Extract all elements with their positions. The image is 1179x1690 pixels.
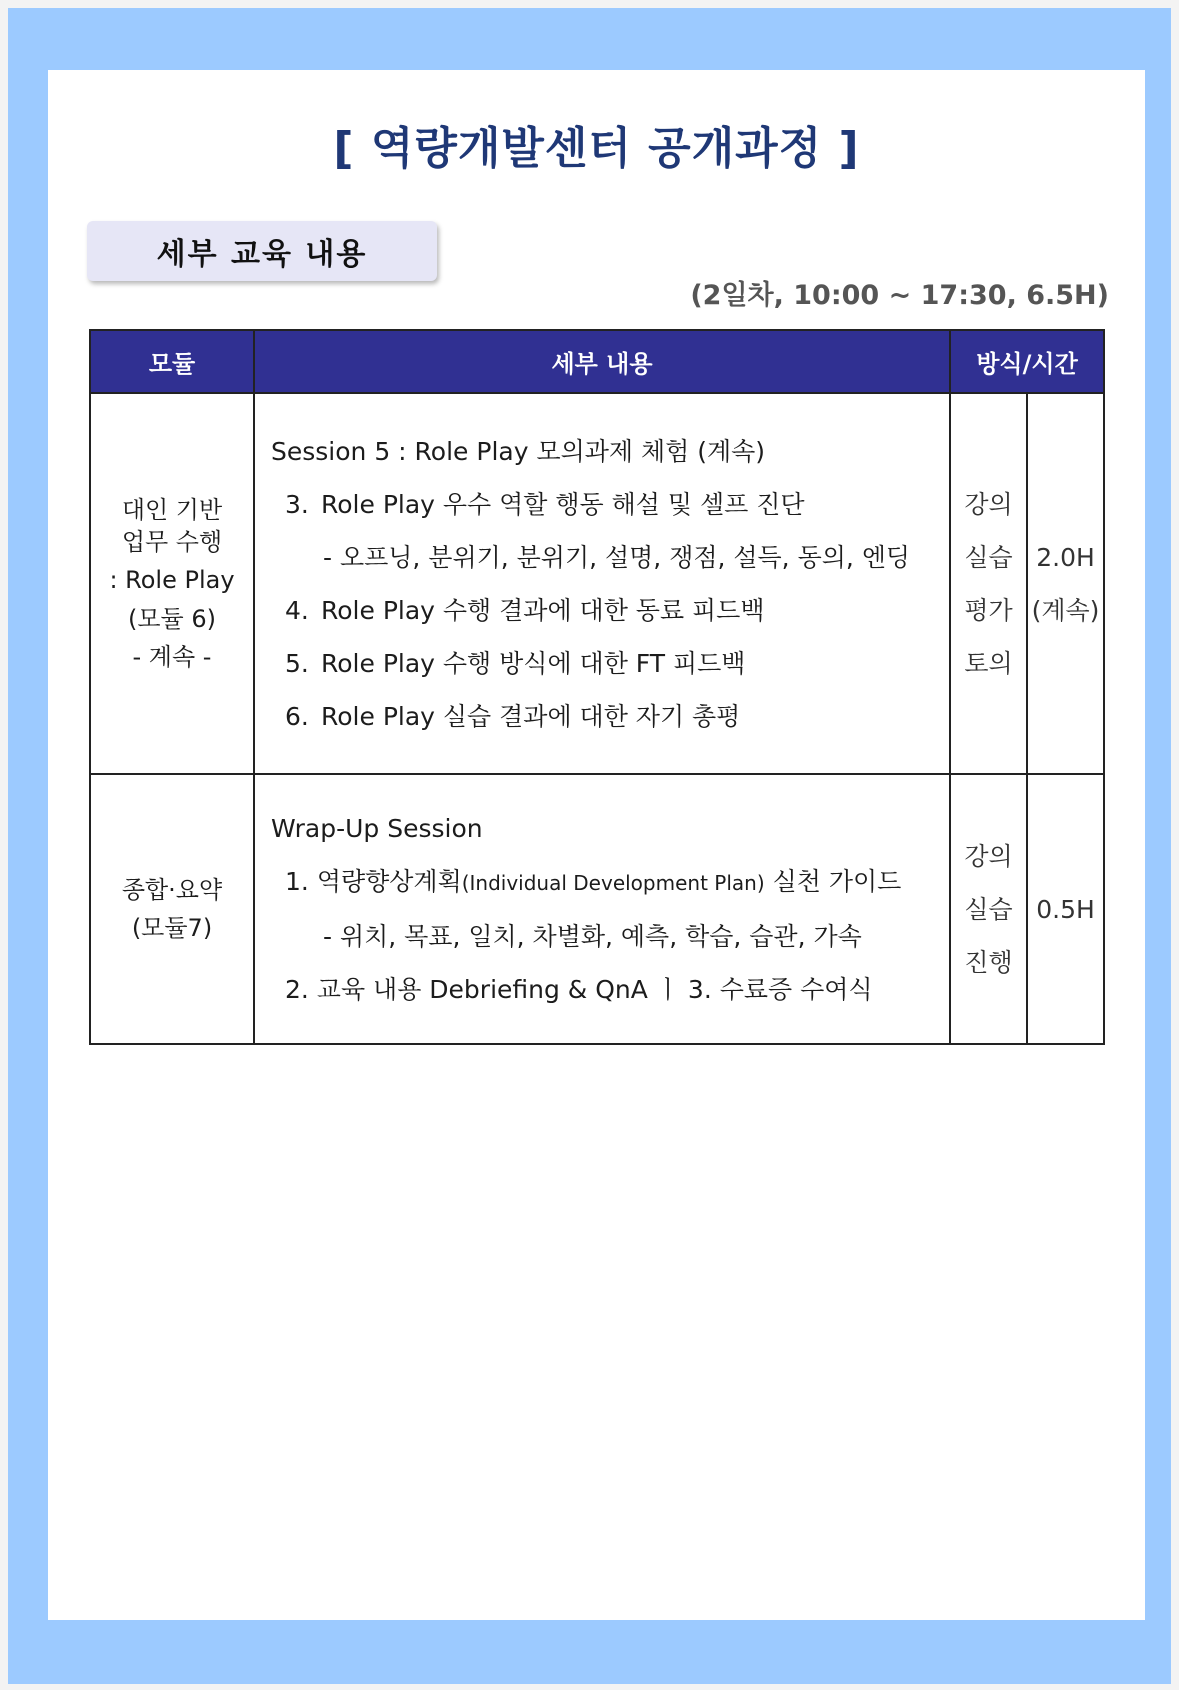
module-cell (90, 774, 254, 1044)
detail-cell (254, 393, 950, 774)
list-item (271, 690, 949, 743)
time-note: (계속) (1031, 595, 1100, 625)
item-text-english: (Individual Development Plan) (461, 871, 765, 895)
curriculum-table (89, 329, 1105, 1045)
method-cell (950, 393, 1027, 774)
detail-cell (254, 774, 950, 1044)
module-line: - 계속 - (132, 643, 212, 672)
header-detail: 세부 내용 (254, 330, 950, 393)
item-number: 4. (285, 595, 309, 625)
item-text: Role Play 수행 방식에 대한 FT 피드백 (321, 648, 746, 678)
item-number: 1. (285, 867, 309, 896)
item-text: 실천 가이드 (764, 867, 902, 896)
header-module: 모듈 (90, 330, 254, 393)
table-row (90, 774, 1104, 1044)
method-label: 평가 (964, 595, 1013, 625)
time-cell (1027, 393, 1104, 774)
table-header-row (90, 330, 1104, 393)
item-text: 역량향상계획 (316, 867, 462, 896)
method-label: 진행 (964, 947, 1013, 977)
schedule-info: (2일차, 10:00 ~ 17:30, 6.5H) (690, 280, 1109, 311)
method-label: 실습 (964, 894, 1013, 924)
list-subitem: - 위치, 목표, 일치, 차별화, 예측, 학습, 습관, 가속 (323, 922, 862, 951)
list-item (271, 584, 949, 637)
item-number: 6. (285, 701, 309, 731)
list-item (271, 478, 949, 531)
list-subitem: - 오프닝, 분위기, 분위기, 설명, 쟁점, 설득, 동의, 엔딩 (323, 542, 911, 572)
header-method-time: 방식/시간 (950, 330, 1104, 393)
list-item: 2. 교육 내용 Debriefing & QnA ㅣ 3. 수료증 수여식 (285, 975, 873, 1004)
table-row (90, 393, 1104, 774)
module-line: 업무 수행 (121, 527, 223, 556)
document-title: [ 역량개발센터 공개과정 ] (333, 123, 860, 174)
method-label: 실습 (964, 542, 1013, 572)
section-tab: 세부 교육 내용 (87, 221, 437, 281)
time-value: 0.5H (1036, 894, 1095, 924)
method-label: 토의 (964, 648, 1013, 678)
module-line: : Role Play (109, 566, 235, 595)
module-cell (90, 393, 254, 774)
item-text: Role Play 실습 결과에 대한 자기 총평 (321, 701, 741, 731)
document-sheet (48, 70, 1145, 1620)
item-text: Role Play 우수 역할 행동 해설 및 셀프 진단 (321, 489, 805, 519)
module-line: (모듈7) (131, 914, 213, 942)
item-text: Role Play 수행 결과에 대한 동료 피드백 (321, 595, 765, 625)
module-line: (모듈 6) (128, 604, 216, 633)
list-item (271, 855, 949, 910)
time-value: 2.0H (1036, 542, 1095, 572)
method-label: 강의 (964, 489, 1013, 519)
method-label: 강의 (964, 841, 1013, 871)
item-number: 5. (285, 648, 309, 678)
method-cell (950, 774, 1027, 1044)
session-title: Wrap-Up Session (271, 814, 483, 843)
page-frame (8, 8, 1171, 1684)
time-cell (1027, 774, 1104, 1044)
session-title: Session 5 : Role Play 모의과제 체험 (계속) (271, 436, 766, 466)
module-line: 대인 기반 (121, 495, 223, 524)
item-number: 3. (285, 489, 309, 519)
list-item (271, 637, 949, 690)
module-line: 종합·요약 (121, 875, 223, 904)
